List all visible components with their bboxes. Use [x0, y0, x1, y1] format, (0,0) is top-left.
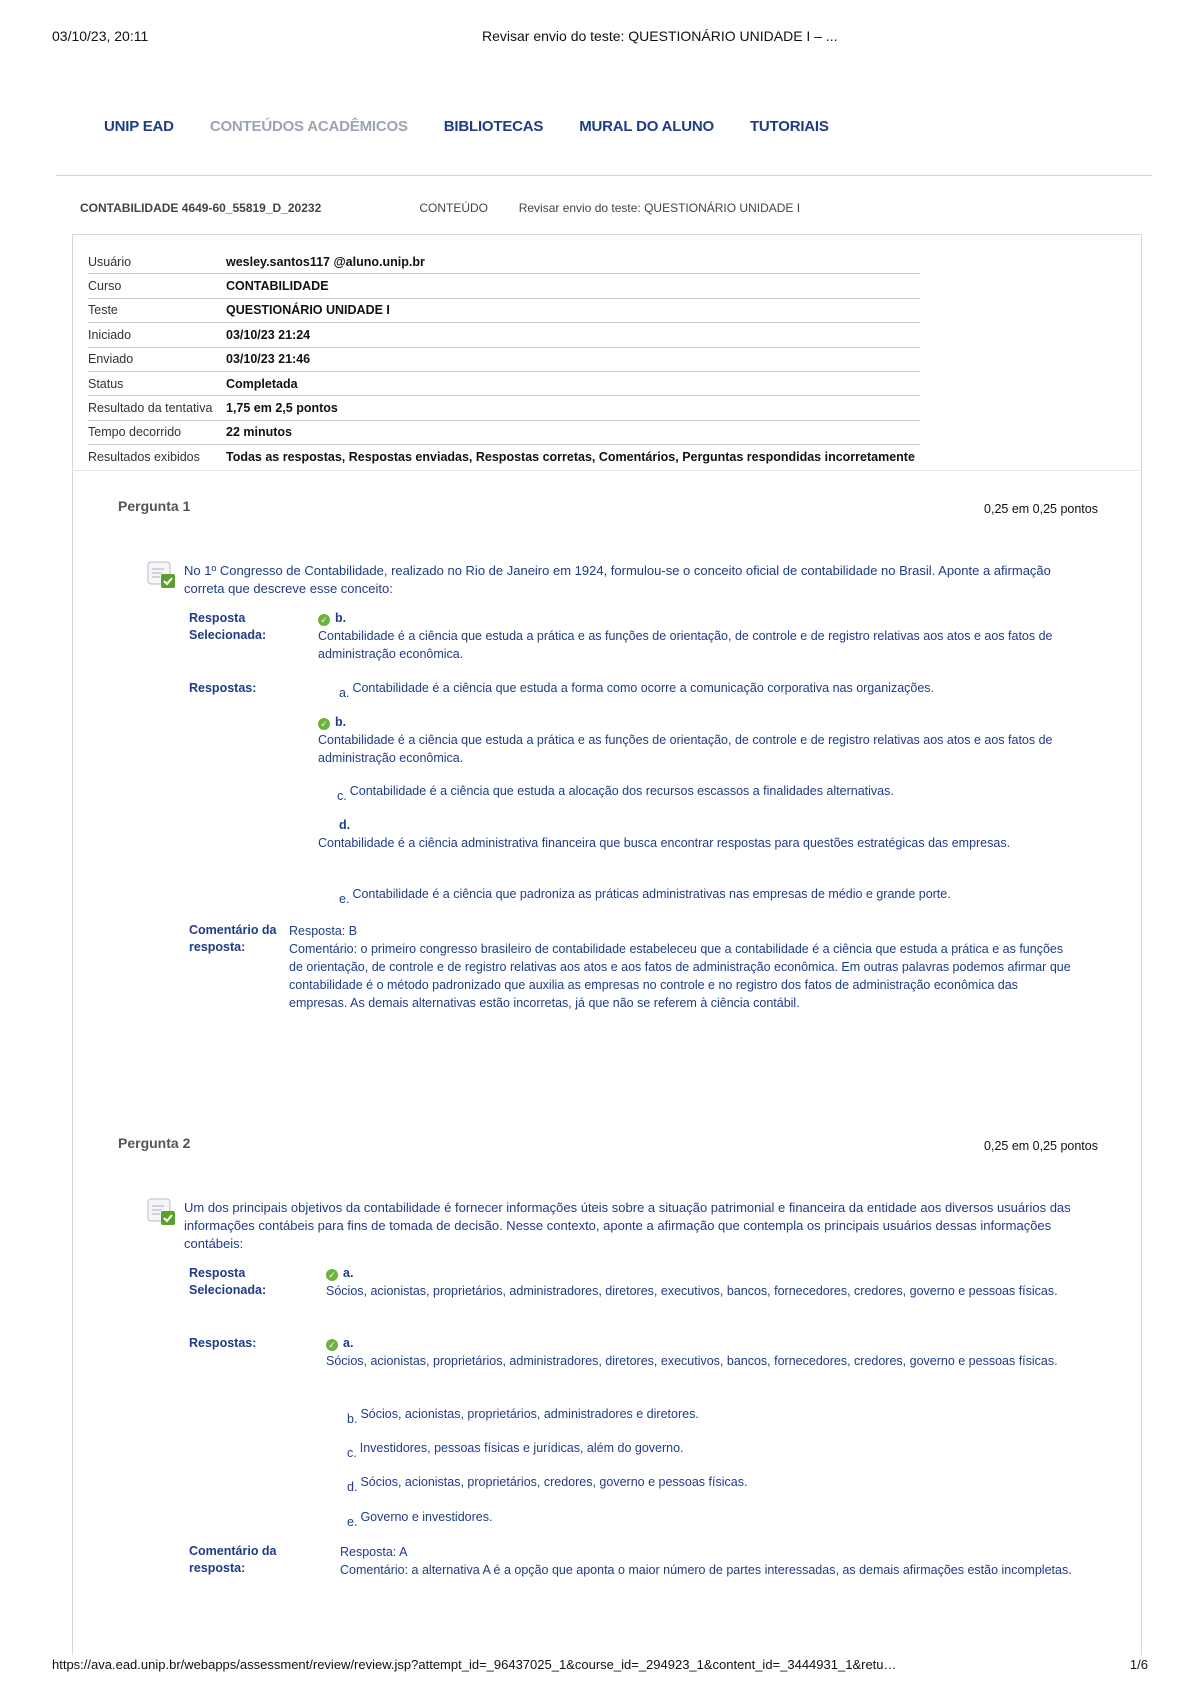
- option-letter: a.: [343, 1336, 354, 1350]
- question-title: Pergunta 1: [118, 498, 191, 514]
- option-letter: e.: [347, 1515, 358, 1529]
- question-title: Pergunta 2: [118, 1135, 191, 1151]
- option-letter: a.: [343, 1266, 354, 1280]
- summary-row-curso: [88, 274, 920, 298]
- comment-title: Resposta: A: [340, 1545, 408, 1559]
- comment-label: [189, 922, 277, 956]
- option-c: [347, 1439, 684, 1462]
- option-text: Investidores, pessoas físicas e jurídicas, além do governo.: [359, 1441, 684, 1455]
- comment-text: Comentário: o primeiro congresso brasileiro de contabilidade estabeleceu que a contabilidade é a ciência que estuda a prática e as funções de orientação, de controle e de registro relativas aos atos e aos fatos de administração econômica. Em outras palavras podemos afirmar que contabilidade é o método padronizado que auxilia as empresas no controle e no registro dos fatos de administração econômica das empresas. As demais alternativas estão incorretas, já que não se referem à ciência contábil.: [289, 942, 1071, 1010]
- label-line: Selecionada:: [189, 628, 267, 642]
- summary-value: 03/10/23 21:46: [226, 352, 311, 367]
- summary-label: Resultados exibidos: [88, 449, 200, 464]
- question-header: [118, 1135, 1098, 1159]
- nav-unip-ead[interactable]: UNIP EAD: [104, 118, 174, 135]
- option-letter: d.: [339, 818, 351, 832]
- print-header: [52, 28, 1148, 48]
- summary-value: 22 minutos: [226, 425, 292, 440]
- option-letter: e.: [339, 892, 350, 906]
- option-letter: a.: [339, 686, 350, 700]
- summary-value: QUESTIONÁRIO UNIDADE I: [226, 303, 390, 318]
- option-letter: b.: [347, 1412, 358, 1426]
- option-text: Contabilidade é a ciência que estuda a prática e as funções de orientação, de controle e de registro relativas aos atos e aos fatos de administração econômica.: [318, 733, 1053, 765]
- option-b: [347, 1405, 699, 1428]
- summary-value: Todas as respostas, Respostas enviadas, Respostas corretas, Comentários, Perguntas respondidas incorretamente: [226, 449, 915, 464]
- answers-label: Respostas:: [189, 681, 257, 695]
- print-footer: [52, 1657, 1148, 1677]
- question-score: 0,25 em 0,25 pontos: [984, 1139, 1098, 1153]
- option-c: [337, 782, 894, 805]
- summary-value: wesley.santos117 @aluno.unip.br: [226, 254, 425, 269]
- summary-value: Completada: [226, 376, 298, 391]
- summary-value: CONTABILIDADE: [226, 279, 329, 294]
- selected-answer: [326, 1264, 1086, 1300]
- option-a: [326, 1334, 1086, 1370]
- nav-divider: [56, 175, 1152, 176]
- answer-comment: [289, 922, 1079, 1012]
- option-d: [318, 816, 1078, 852]
- summary-row-status: [88, 372, 920, 396]
- label-line: Selecionada:: [189, 1283, 267, 1297]
- option-b: [318, 713, 1078, 767]
- option-text: Contabilidade é a ciência administrativa financeira que busca encontrar respostas para questões estratégicas das empresas.: [318, 836, 1011, 850]
- option-text: Contabilidade é a ciência que padroniza as práticas administrativas nas empresas de médio e grande porte.: [352, 887, 951, 901]
- selected-answer-label: [189, 1265, 266, 1299]
- label-line: resposta:: [189, 1561, 246, 1575]
- option-text: Governo e investidores.: [360, 1510, 493, 1524]
- summary-row-resultados-exibidos: [88, 445, 920, 468]
- check-icon: ✓: [318, 718, 330, 730]
- summary-value: 03/10/23 21:24: [226, 327, 311, 342]
- question-2: [118, 1135, 1098, 1635]
- breadcrumb-current: Revisar envio do teste: QUESTIONÁRIO UNIDADE I: [518, 201, 801, 215]
- top-navigation: [104, 118, 829, 135]
- question-1: [118, 498, 1098, 1038]
- comment-text: Comentário: a alternativa A é a opção que aponta o maior número de partes interessadas, as demais afirmações estão incompletas.: [340, 1563, 1072, 1577]
- answer-comment: [340, 1543, 1080, 1579]
- selected-answer: [318, 609, 1078, 663]
- option-letter: b.: [335, 611, 347, 625]
- summary-label: Resultado da tentativa: [88, 401, 213, 416]
- option-e: [339, 885, 951, 908]
- summary-row-iniciado: [88, 323, 920, 347]
- summary-row-enviado: [88, 348, 920, 372]
- option-letter: c.: [347, 1446, 357, 1460]
- summary-label: Enviado: [88, 352, 134, 367]
- summary-label: Iniciado: [88, 327, 132, 342]
- option-e: [347, 1508, 492, 1531]
- summary-label: Teste: [88, 303, 118, 318]
- option-text: Contabilidade é a ciência que estuda a alocação dos recursos escassos a finalidades alternativas.: [349, 784, 894, 798]
- summary-row-resultado: [88, 396, 920, 420]
- nav-tutoriais[interactable]: TUTORIAIS: [749, 118, 829, 135]
- label-line: Comentário da: [189, 923, 277, 937]
- option-letter: c.: [337, 789, 347, 803]
- check-icon: ✓: [326, 1339, 338, 1351]
- option-text: Contabilidade é a ciência que estuda a prática e as funções de orientação, de controle e de registro relativas aos atos e aos fatos de administração econômica.: [318, 629, 1053, 661]
- breadcrumb: [80, 201, 800, 215]
- comment-title: Resposta: B: [289, 924, 358, 938]
- print-title: Revisar envio do teste: QUESTIONÁRIO UNIDADE I – ...: [482, 28, 838, 44]
- summary-row-teste: [88, 299, 920, 323]
- check-icon: ✓: [318, 614, 330, 626]
- option-letter: d.: [347, 1480, 358, 1494]
- label-line: Resposta: [189, 611, 246, 625]
- nav-bibliotecas[interactable]: BIBLIOTECAS: [443, 118, 544, 135]
- option-text: Sócios, acionistas, proprietários, administradores, diretores, executivos, bancos, fornecedores, credores, governo e pessoas físicas.: [326, 1284, 1058, 1298]
- nav-mural-do-aluno[interactable]: MURAL DO ALUNO: [579, 118, 714, 135]
- summary-label: Status: [88, 376, 124, 391]
- question-score: 0,25 em 0,25 pontos: [984, 502, 1098, 516]
- label-line: resposta:: [189, 940, 246, 954]
- breadcrumb-content[interactable]: CONTEÚDO: [419, 201, 489, 215]
- check-icon: ✓: [326, 1269, 338, 1281]
- summary-label: Tempo decorrido: [88, 425, 182, 440]
- correct-answer-icon: [146, 560, 176, 590]
- summary-row-tempo: [88, 421, 920, 445]
- option-text: Sócios, acionistas, proprietários, credores, governo e pessoas físicas.: [360, 1475, 748, 1489]
- option-a: [339, 679, 934, 702]
- breadcrumb-course[interactable]: CONTABILIDADE 4649-60_55819_D_20232: [80, 201, 322, 215]
- option-text: Sócios, acionistas, proprietários, administradores, diretores, executivos, bancos, fornecedores, credores, governo e pessoas físicas.: [326, 1354, 1058, 1368]
- question-text: No 1º Congresso de Contabilidade, realizado no Rio de Janeiro em 1924, formulou-se o conceito oficial de contabilidade no Brasil. Aponte a afirmação correta que descreve esse conceito:: [184, 563, 1051, 596]
- label-line: Comentário da: [189, 1544, 277, 1558]
- comment-label: [189, 1543, 277, 1577]
- question-header: [118, 498, 1098, 522]
- selected-answer-label: [189, 610, 266, 644]
- option-letter: b.: [335, 715, 347, 729]
- nav-conteudos-academicos[interactable]: CONTEÚDOS ACADÊMICOS: [209, 118, 408, 135]
- question-text: Um dos principais objetivos da contabilidade é fornecer informações úteis sobre a situação patrimonial e financeira da entidade aos diversos usuários das informações contábeis para fins de tomada de decisão. Nesse contexto, aponte a afirmação que contempla os principais usuários dessas informações contábeis:: [184, 1200, 1071, 1251]
- option-d: [347, 1473, 747, 1496]
- correct-answer-icon: [146, 1197, 176, 1227]
- summary-label: Curso: [88, 279, 122, 294]
- summary-row-usuario: [88, 250, 920, 274]
- summary-value: 1,75 em 2,5 pontos: [226, 401, 338, 416]
- print-url: https://ava.ead.unip.br/webapps/assessment/review/review.jsp?attempt_id=_96437025_1&course_id=_294923_1&content_id=_3444931_1&retu…: [52, 1657, 897, 1672]
- option-text: Contabilidade é a ciência que estuda a forma como ocorre a comunicação corporativa nas organizações.: [352, 681, 935, 695]
- attempt-summary: [88, 250, 920, 469]
- print-page-number: 1/6: [1129, 1657, 1148, 1672]
- answers-label: Respostas:: [189, 1336, 257, 1350]
- option-text: Sócios, acionistas, proprietários, administradores e diretores.: [360, 1407, 699, 1421]
- summary-label: Usuário: [88, 254, 132, 269]
- summary-divider: [72, 470, 1140, 471]
- label-line: Resposta: [189, 1266, 246, 1280]
- print-date: 03/10/23, 20:11: [52, 28, 149, 44]
